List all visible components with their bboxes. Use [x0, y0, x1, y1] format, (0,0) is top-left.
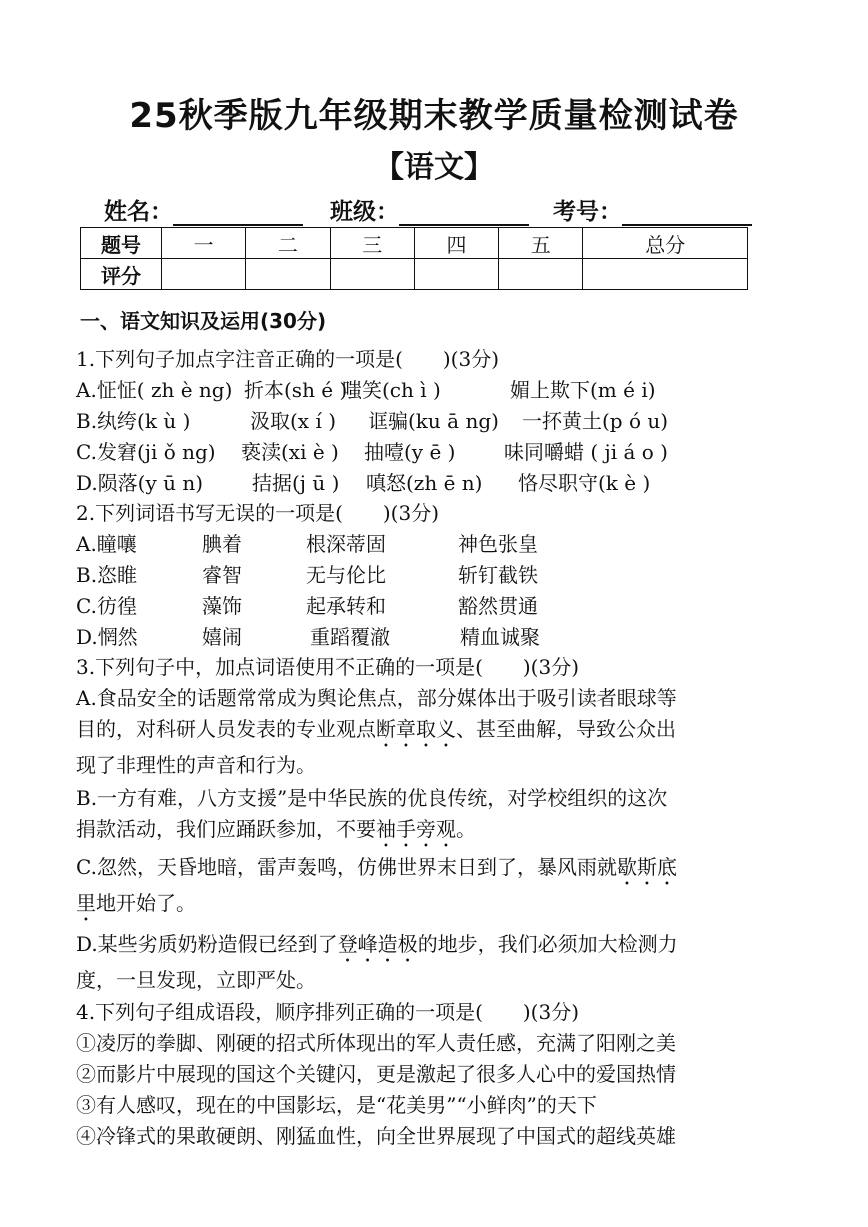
option-item: 嬉闹 — [202, 625, 242, 649]
score-table — [80, 227, 748, 290]
score-table-header-row — [81, 228, 748, 259]
option-item: 藻饰 — [202, 594, 242, 618]
text-span: 捐款活动，我们应踊跃参加，不要 — [76, 817, 376, 841]
option-item: D.陨落(y ū n) — [76, 471, 204, 495]
score-cell-header: 一 — [162, 228, 246, 259]
score-cell-label: 题号 — [81, 228, 162, 259]
class-label: 班级： — [330, 199, 399, 225]
question-4-sentence-1: ①凌厉的拳脚、刚硬的招式所体现出的军人责任感，充满了阳刚之美 — [76, 1031, 676, 1055]
text-span: 的地步，我们必须加大检测力 — [417, 932, 678, 956]
question-4-sentence-4: ④冷锋式的果敢硬朗、刚猛血性，向全世界展现了中国式的超线英雄 — [76, 1124, 676, 1148]
dotted-word: 断章取义 — [376, 717, 456, 741]
dotted-word: 登峰造极 — [337, 932, 418, 956]
score-cell-header: 三 — [330, 228, 414, 259]
score-cell-header: 五 — [499, 228, 583, 259]
option-item: 神色张皇 — [458, 532, 538, 556]
question-2-stem: 2.下列词语书写无误的一项是( )(3分) — [76, 501, 440, 525]
option-item: 诓骗(ku ā ng) — [368, 409, 499, 433]
score-cell-header: 四 — [414, 228, 498, 259]
class-blank[interactable] — [399, 200, 529, 226]
option-item: 媚上欺下(m é i) — [510, 378, 656, 402]
option-item: 起承转和 — [306, 594, 386, 618]
question-3-option-d-line — [76, 928, 678, 967]
question-3-option-a-line: 现了非理性的声音和行为。 — [76, 753, 316, 777]
option-item: 抽噎(y ē ) — [364, 440, 456, 464]
option-item: A.怔怔( zh è ng) — [76, 378, 233, 402]
number-label: 考号： — [553, 199, 622, 225]
section-heading: 一、语文知识及运用(30分) — [80, 309, 327, 333]
question-3-option-a-line: A.食品安全的话题常常成为舆论焦点，部分媒体出于吸引读者眼球等 — [76, 686, 677, 710]
question-4-sentence-3: ③有人感叹，现在的中国影坛，是“花美男”“小鲜肉”的天下 — [76, 1093, 597, 1117]
option-item: A.瞳嚷 — [76, 532, 137, 556]
text-span: C.忽然，天昏地暗，雷声轰鸣，仿佛世界末日到了，暴风雨就 — [76, 855, 617, 879]
question-3-option-b-line: B.一方有难，八方支援”是中华民族的优良传统，对学校组织的这次 — [76, 786, 668, 810]
option-item: 根深蒂固 — [306, 532, 386, 556]
score-cell-empty[interactable] — [330, 259, 414, 290]
dotted-word: 袖手旁观 — [376, 817, 456, 841]
question-3-stem: 3.下列句子中，加点词语使用不正确的一项是( )(3分) — [76, 655, 580, 679]
option-item: 精血诚聚 — [460, 625, 540, 649]
option-item: 豁然贯通 — [458, 594, 538, 618]
exam-title: 25秋季版九年级期末教学质量检测试卷 — [129, 96, 739, 136]
number-field — [553, 193, 752, 226]
question-3-option-b-line — [76, 813, 476, 852]
option-item: B.纨绔(k ù ) — [76, 409, 191, 433]
option-item: 无与伦比 — [306, 563, 386, 587]
score-table-score-row — [81, 259, 748, 290]
option-item: 斩钉截铁 — [458, 563, 538, 587]
option-item: B.恣睢 — [76, 563, 138, 587]
option-item: C.发窘(ji ǒ ng) — [76, 440, 216, 464]
class-field — [330, 193, 529, 226]
option-item: 一抔黄土(p ó u) — [522, 409, 669, 433]
question-4-sentence-2: ②而影片中展现的国这个关键闪，更是激起了很多人心中的爱国热情 — [76, 1062, 676, 1086]
score-cell-empty[interactable] — [583, 259, 748, 290]
score-cell-label: 评分 — [81, 259, 162, 290]
option-item: 腆着 — [202, 532, 242, 556]
option-item: 嗔怒(zh ē n) — [366, 471, 483, 495]
question-3-option-d-line: 度，一旦发现，立即严处。 — [76, 968, 316, 992]
score-cell-empty[interactable] — [414, 259, 498, 290]
option-item: D.惘然 — [76, 625, 138, 649]
score-cell-empty[interactable] — [246, 259, 330, 290]
option-item: 拮据(j ū ) — [252, 471, 340, 495]
option-item: 嗤笑(ch ì ) — [342, 378, 441, 402]
number-blank[interactable] — [622, 200, 752, 226]
dotted-word: 里 — [76, 891, 96, 915]
text-span: 目的，对科研人员发表的专业观点 — [76, 717, 376, 741]
name-label: 姓名： — [104, 199, 173, 225]
text-span: 、甚至曲解，导致公众出 — [456, 717, 676, 741]
dotted-word: 歇斯底 — [616, 855, 677, 879]
score-cell-header: 二 — [246, 228, 330, 259]
score-cell-empty[interactable] — [499, 259, 583, 290]
text-span: D.某些劣质奶粉造假已经到了 — [76, 932, 338, 956]
question-1-stem: 1.下列句子加点字注音正确的一项是( )(3分) — [76, 347, 500, 371]
option-item: 睿智 — [202, 563, 242, 587]
name-blank[interactable] — [173, 200, 303, 226]
option-item: 汲取(x í ) — [250, 409, 336, 433]
score-cell-empty[interactable] — [162, 259, 246, 290]
score-cell-header: 总分 — [583, 228, 748, 259]
option-item: 重蹈覆澈 — [310, 625, 390, 649]
name-field — [104, 193, 303, 226]
question-3-option-c-line — [76, 851, 677, 890]
option-item: C.彷徨 — [76, 594, 137, 618]
subject-label: 【语文】 — [374, 150, 494, 185]
option-item: 折本(sh é ) — [244, 378, 348, 402]
text-span: 。 — [456, 817, 476, 841]
option-item: 味同嚼蜡 ( ji á o ) — [504, 440, 668, 464]
question-3-option-c-line — [76, 887, 196, 926]
option-item: 恪尽职守(k è ) — [518, 471, 651, 495]
question-4-stem: 4.下列句子组成语段，顺序排列正确的一项是( )(3分) — [76, 1000, 580, 1024]
text-span: 地开始了。 — [96, 891, 196, 915]
option-item: 亵渎(xi è ) — [241, 440, 339, 464]
question-3-option-a-line — [76, 713, 676, 752]
